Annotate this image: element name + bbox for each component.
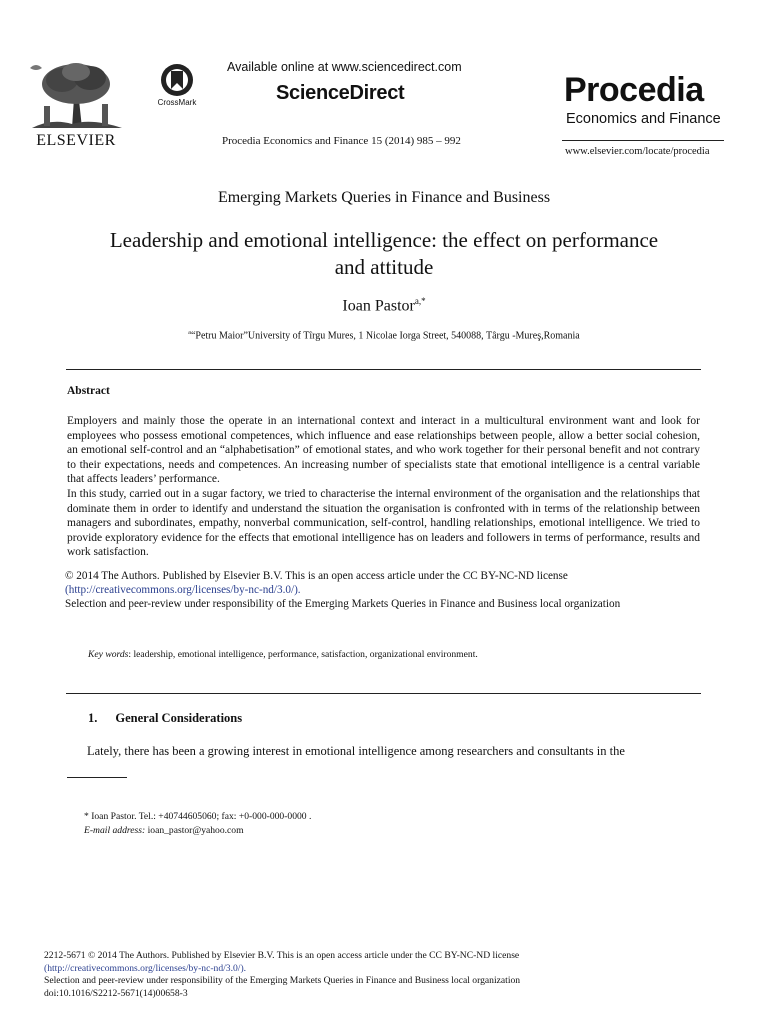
affiliation-line <box>0 330 768 341</box>
procedia-title: Procedia <box>564 71 704 109</box>
procedia-subtitle: Economics and Finance <box>566 111 721 127</box>
license-link[interactable]: (http://creativecommons.org/licenses/by-nc-nd/3.0/). <box>65 584 301 596</box>
crossmark-logo[interactable] <box>154 62 200 112</box>
abstract-top-rule <box>66 369 701 370</box>
abstract-bottom-rule <box>66 693 701 694</box>
author-affiliation-marks: a,* <box>414 296 426 306</box>
keywords-text: : leadership, emotional intelligence, performance, satisfaction, organizational environment. <box>128 649 478 660</box>
footnote-email-line <box>84 825 244 836</box>
footer-peer-review: Selection and peer-review under responsibility of the Emerging Markets Queries in Finance and Business local organization <box>44 975 521 987</box>
email-label: E-mail address: <box>84 825 146 836</box>
author-line <box>0 296 768 315</box>
sciencedirect-logo[interactable]: ScienceDirect <box>276 82 405 104</box>
journal-citation: Procedia Economics and Finance 15 (2014) 985 – 992 <box>222 135 461 147</box>
license-block <box>65 569 705 611</box>
section-heading <box>88 711 242 726</box>
keywords-line <box>88 649 478 660</box>
footer-issn-license: 2212-5671 © 2014 The Authors. Published by Elsevier B.V. This is an open access article under the CC BY-NC-ND license <box>44 950 520 961</box>
crossmark-label: CrossMark <box>157 98 197 107</box>
footer-license-link[interactable]: (http://creativecommons.org/licenses/by-nc-nd/3.0/). <box>44 962 247 974</box>
abstract-paragraph-2: In this study, carried out in a sugar factory, we tried to characterise the internal environment of the organisation and the relationships that dominate them in order to identify and understand the situation the organisation is confronted with in terms of the relationship between managers and subordinates, empathy, nonverbal communication, self-control, handling relationships, emotional intelligence. We tried to provide exploratory evidence for the effects that emotional intelligence has on leaders and followers in terms of performance, results and work satisfaction. <box>67 487 700 559</box>
section-number: 1. <box>88 711 98 725</box>
section-title: General Considerations <box>115 711 243 725</box>
abstract-heading: Abstract <box>67 385 110 397</box>
procedia-rule <box>562 140 724 141</box>
elsevier-tree-icon <box>22 58 130 132</box>
available-online-text: Available online at www.sciencedirect.com <box>227 60 462 74</box>
footnote-rule <box>67 777 127 778</box>
journal-url[interactable]: www.elsevier.com/locate/procedia <box>565 146 710 157</box>
paper-title-line2: and attitude <box>334 255 434 279</box>
page-footer <box>44 950 744 1000</box>
paper-title-line1: Leadership and emotional intelligence: the effect on performance <box>109 228 659 252</box>
abstract-body <box>67 414 700 560</box>
conference-name: Emerging Markets Queries in Finance and Business <box>217 189 551 206</box>
keywords-label: Key words <box>88 649 129 660</box>
affiliation-text: “Petru Maior”University of Tîrgu Mures, 1 Nicolae Iorga Street, 540088, Târgu -Mureş,Romania <box>190 330 580 342</box>
crossmark-icon <box>154 62 200 100</box>
section-first-line: Lately, there has been a growing interest in emotional intelligence among researchers and consultants in the <box>87 744 625 758</box>
author-name: Ioan Pastor <box>342 297 415 315</box>
email-address[interactable]: ioan_pastor@yahoo.com <box>145 825 244 836</box>
license-line: © 2014 The Authors. Published by Elsevier B.V. This is an open access article under the CC BY-NC-ND license <box>65 570 568 582</box>
footer-doi[interactable]: doi:10.1016/S2212-5671(14)00658-3 <box>44 987 188 999</box>
elsevier-wordmark: ELSEVIER <box>36 132 116 149</box>
affiliation-mark: a <box>188 330 191 336</box>
peer-review-line: Selection and peer-review under responsibility of the Emerging Markets Queries in Finance and Business local organization <box>65 598 621 610</box>
abstract-paragraph-1: Employers and mainly those the operate in an international context and interact in a multicultural environment want and look for employees who possess emotional competences, which influence and ease relationships between people, allow a better social cohesion, an emotional self-control and an “alphabetisation” of emotional states, and who work together for their personal benefit and not contrary to their expectations, needs and competences. An increasing number of specialists state that emotional intelligence is a central variable that affects leaders’ performance. <box>67 415 700 486</box>
elsevier-logo <box>22 58 130 150</box>
footnote-contact: * Ioan Pastor. Tel.: +40744605060; fax: +0-000-000-0000 . <box>84 811 312 822</box>
